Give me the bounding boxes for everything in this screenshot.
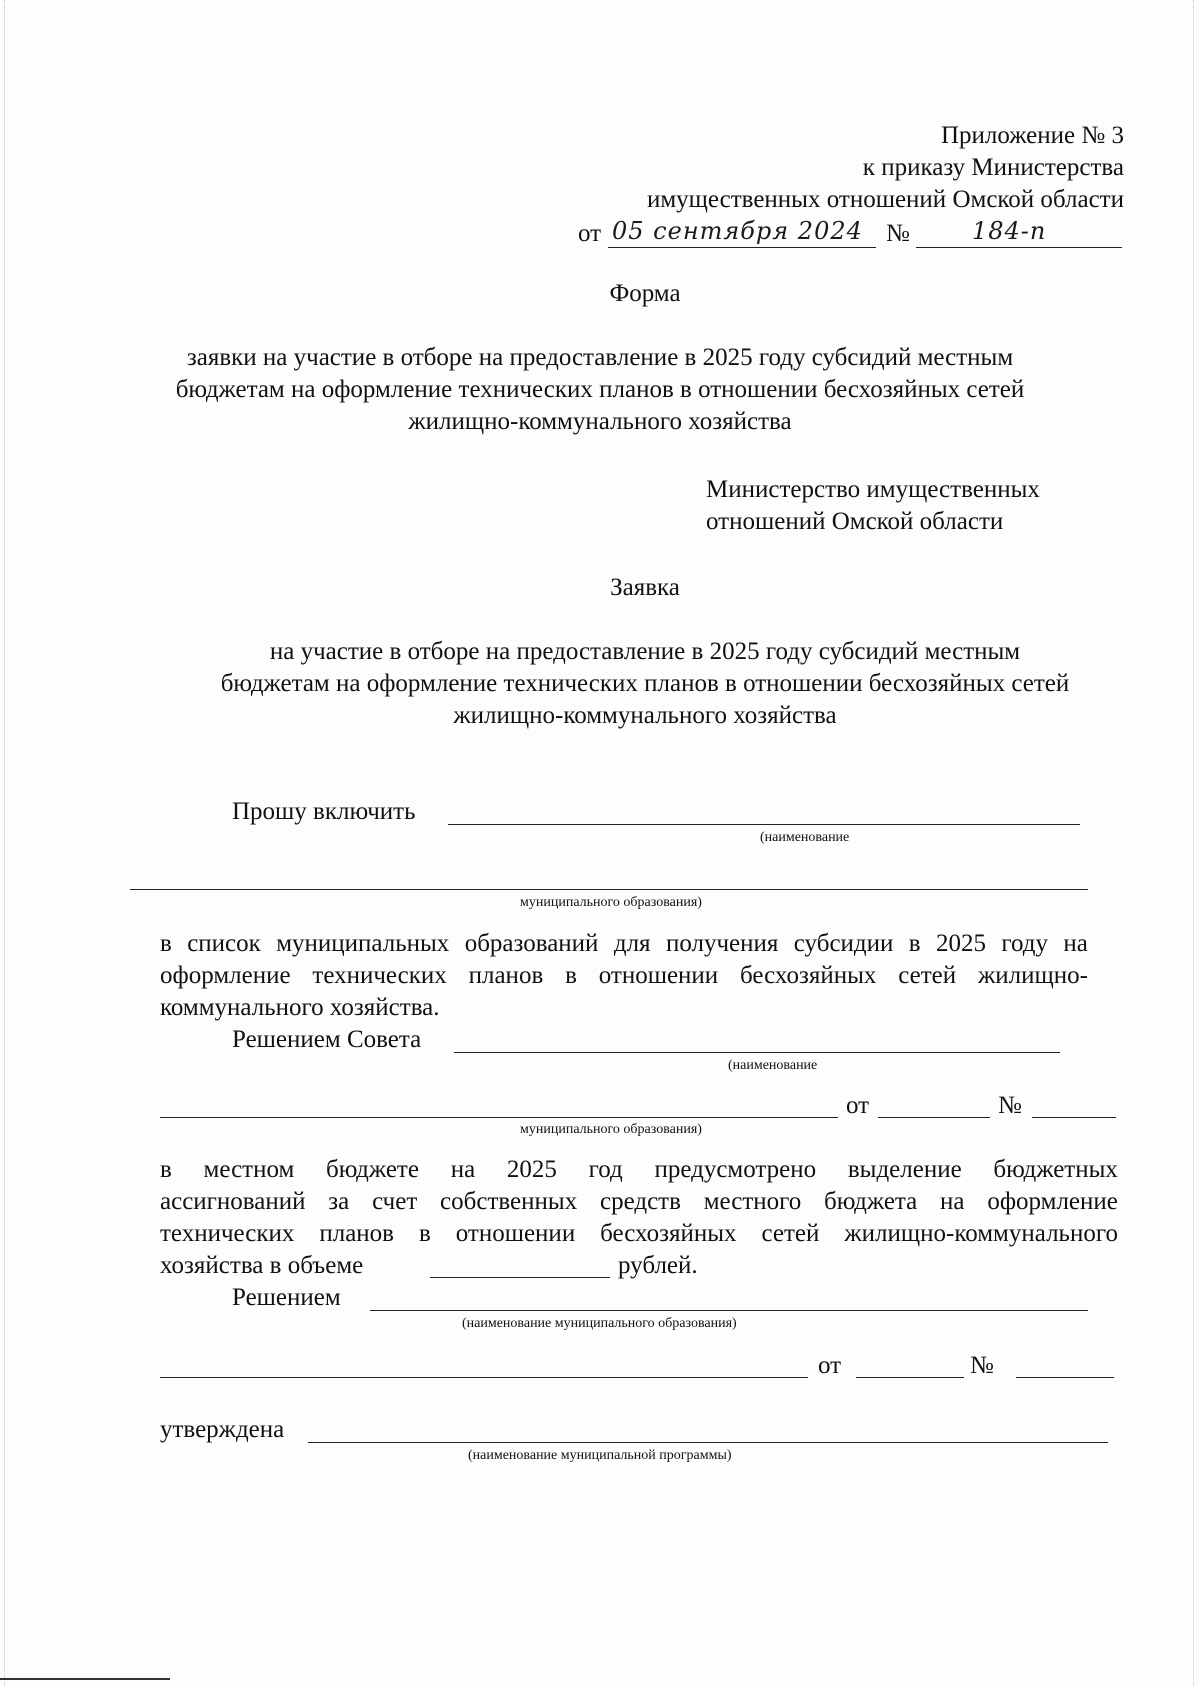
- hint-program: (наименование муниципальной программы): [468, 1448, 732, 1463]
- word: за: [328, 1188, 350, 1215]
- word: бесхозяйных: [600, 1220, 737, 1247]
- form-title: Форма: [609, 280, 681, 307]
- application-subtitle-line1: на участие в отборе на предоставление в 2025 году субсидий местным: [269, 638, 1021, 665]
- number-handwritten: 184-п: [972, 217, 1047, 245]
- word: на: [1063, 930, 1088, 957]
- word: оформление: [987, 1188, 1118, 1215]
- municipality-name-line2[interactable]: [130, 889, 1088, 890]
- amount-line[interactable]: [430, 1277, 610, 1278]
- hint-municipality-close-2: муниципального образования): [520, 1122, 702, 1137]
- word: планов: [468, 962, 544, 989]
- para2-line4-end: рублей.: [618, 1252, 698, 1279]
- word: субсидии: [793, 930, 894, 957]
- word: планов: [319, 1220, 394, 1247]
- from-label-2: от: [818, 1352, 842, 1379]
- word: 2025: [935, 930, 986, 957]
- word: отношении: [455, 1220, 576, 1247]
- number-label: №: [886, 220, 910, 247]
- council-name-line1[interactable]: [454, 1052, 1060, 1053]
- word: году: [1001, 930, 1049, 957]
- application-subtitle-line3: жилищно-коммунального хозяйства: [453, 702, 837, 729]
- word: жилищно-коммунального: [844, 1220, 1118, 1247]
- word: технических: [312, 962, 447, 989]
- para1-line3: коммунального хозяйства.: [160, 994, 440, 1021]
- word: сетей: [761, 1220, 820, 1247]
- word: в: [908, 930, 921, 957]
- word: на: [450, 1156, 476, 1183]
- hint-name: (наименование: [760, 830, 850, 845]
- para2-line2: [160, 1186, 1118, 1217]
- application-subtitle-line2: бюджетам на оформление технических планов в отношении бесхозяйных сетей: [220, 670, 1070, 697]
- appendix-number: Приложение № 3: [940, 122, 1124, 149]
- appendix-order-ref: к приказу Министерства: [862, 154, 1124, 181]
- word: список: [187, 930, 261, 957]
- word: собственных: [440, 1188, 578, 1215]
- approved-label: утверждена: [160, 1416, 285, 1443]
- word: сетей: [898, 962, 957, 989]
- form-subtitle-line3: жилищно-коммунального хозяйства: [408, 408, 792, 435]
- program-name-line[interactable]: [308, 1442, 1108, 1443]
- word: счет: [372, 1188, 418, 1215]
- para1-line1: [160, 928, 1088, 959]
- from-label: от: [846, 1092, 870, 1119]
- municipality-name-line1[interactable]: [448, 824, 1080, 825]
- word: для: [613, 930, 651, 957]
- word: образований: [464, 930, 599, 957]
- decision-name-line2[interactable]: [160, 1377, 808, 1378]
- word: бюджета: [824, 1188, 918, 1215]
- word: муниципальных: [276, 930, 450, 957]
- appendix-ministry: имущественных отношений Омской области: [646, 186, 1124, 213]
- word: выделение: [847, 1156, 962, 1183]
- word: технических: [160, 1220, 295, 1247]
- word: местном: [203, 1156, 295, 1183]
- request-label: Прошу включить: [232, 798, 416, 825]
- word: в: [418, 1220, 431, 1247]
- form-subtitle-line1: заявки на участие в отборе на предоставление в 2025 году субсидий местным: [186, 344, 1014, 371]
- council-label: Решением Совета: [232, 1026, 422, 1053]
- word: год: [588, 1156, 623, 1183]
- para1-line2: [160, 960, 1088, 991]
- word: в: [160, 1156, 172, 1183]
- decision-date-line[interactable]: [878, 1117, 990, 1118]
- word: жилищно-: [977, 962, 1088, 989]
- number-label-2: №: [998, 1092, 1022, 1119]
- para2-line3: [160, 1218, 1118, 1249]
- word: 2025: [506, 1156, 557, 1183]
- hint-municipality-close: муниципального образования): [520, 895, 702, 910]
- hint-name-2: (наименование: [728, 1058, 818, 1073]
- word: ассигнований: [160, 1188, 306, 1215]
- council-name-line2[interactable]: [160, 1117, 838, 1118]
- word: бесхозяйных: [740, 962, 877, 989]
- word: средств: [599, 1188, 681, 1215]
- decision2-number-line[interactable]: [1016, 1377, 1114, 1378]
- word: в: [160, 930, 172, 957]
- form-subtitle-line2: бюджетам на оформление технических планов в отношении бесхозяйных сетей: [175, 376, 1025, 403]
- hint-municipality-full: (наименование муниципального образования): [462, 1316, 737, 1331]
- word: на: [940, 1188, 965, 1215]
- word: бюджетных: [993, 1156, 1118, 1183]
- word: в: [565, 962, 577, 989]
- scan-mark: [0, 1678, 170, 1680]
- decision2-date-line[interactable]: [856, 1377, 964, 1378]
- word: отношении: [598, 962, 719, 989]
- decision-name-line1[interactable]: [370, 1310, 1088, 1311]
- addressee-line2: отношений Омской области: [706, 508, 1004, 535]
- date-underline: [608, 247, 876, 248]
- number-underline: [916, 247, 1122, 248]
- addressee-line1: Министерство имущественных: [706, 476, 1040, 503]
- word: бюджете: [326, 1156, 419, 1183]
- scan-edge-right: [1193, 0, 1194, 1686]
- date-handwritten: 05 сентября 2024: [612, 217, 863, 245]
- decision-label: Решением: [232, 1284, 341, 1311]
- word: получения: [665, 930, 779, 957]
- decision-number-line[interactable]: [1032, 1117, 1116, 1118]
- word: предусмотрено: [654, 1156, 817, 1183]
- scan-edge-left: [4, 0, 5, 1686]
- number-label-3: №: [970, 1352, 994, 1379]
- word: местного: [703, 1188, 802, 1215]
- date-prefix: от: [578, 220, 602, 247]
- application-title: Заявка: [610, 574, 680, 601]
- para2-line1: [160, 1154, 1118, 1185]
- para2-line4-start: хозяйства в объеме: [160, 1252, 364, 1279]
- word: оформление: [160, 962, 291, 989]
